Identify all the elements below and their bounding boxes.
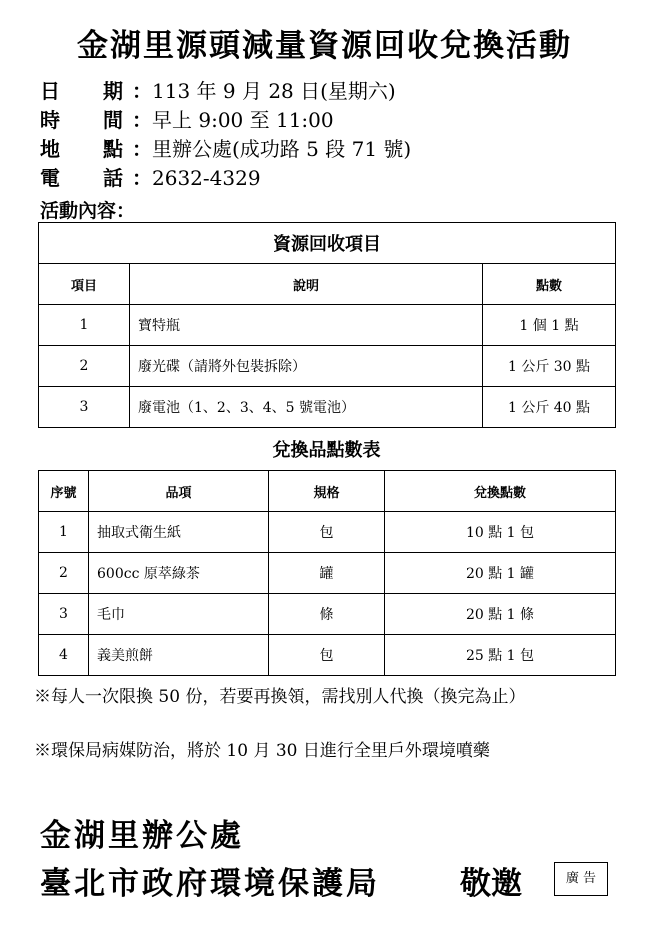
table-row: [39, 553, 616, 594]
date-value: 113 年 9 月 28 日(星期六): [152, 79, 396, 103]
cell-no: 1: [39, 512, 89, 553]
cell-points: 20 點 1 條: [385, 594, 616, 635]
table-row: [39, 594, 616, 635]
cell-no: 2: [39, 346, 130, 387]
phone-value: 2632-4329: [152, 166, 261, 190]
ad-label-box: 廣 告: [554, 862, 608, 896]
table-row: [39, 512, 616, 553]
cell-desc: 寶特瓶: [130, 305, 483, 346]
cell-desc: 廢電池（1、2、3、4、5 號電池）: [130, 387, 483, 428]
time-line: 時 間 ：早上 9:00 至 11:00: [40, 106, 334, 135]
table-header: [39, 264, 616, 305]
table-row: [39, 635, 616, 676]
cell-points: 1 公斤 40 點: [483, 387, 616, 428]
table-row: [39, 387, 616, 428]
header-spec: 規格: [269, 471, 385, 512]
phone-line: 電 話 ：2632-4329: [40, 164, 261, 193]
header-product: 品項: [89, 471, 269, 512]
cell-spec: 罐: [269, 553, 385, 594]
cell-spec: 條: [269, 594, 385, 635]
time-value: 早上 9:00 至 11:00: [152, 108, 334, 132]
place-value: 里辦公處(成功路 5 段 71 號): [152, 137, 412, 161]
table-row: [39, 346, 616, 387]
cell-points: 1 公斤 30 點: [483, 346, 616, 387]
cell-points: 20 點 1 罐: [385, 553, 616, 594]
cell-product: 600cc 原萃綠茶: [89, 553, 269, 594]
cell-no: 1: [39, 305, 130, 346]
organizer-epa: 臺北市政府環境保護局: [40, 866, 380, 902]
place-label: 地 點: [40, 137, 124, 161]
cell-no: 2: [39, 553, 89, 594]
cell-product: 義美煎餅: [89, 635, 269, 676]
recycle-section-title: 資源回收項目: [39, 223, 616, 264]
date-label: 日 期: [40, 79, 124, 103]
exchange-section-title: 兌換品點數表: [272, 440, 381, 461]
cell-product: 毛巾: [89, 594, 269, 635]
cell-no: 3: [39, 594, 89, 635]
cell-no: 3: [39, 387, 130, 428]
cell-points: 10 點 1 包: [385, 512, 616, 553]
cell-spec: 包: [269, 512, 385, 553]
note-exchange-limit: ※每人一次限換 50 份，若要再換領，需找別人代換（換完為止）: [34, 687, 526, 707]
header-item: 項目: [39, 264, 130, 305]
header-points: 點數: [483, 264, 616, 305]
cell-points: 25 點 1 包: [385, 635, 616, 676]
cell-points: 1 個 1 點: [483, 305, 616, 346]
header-exchange-points: 兌換點數: [385, 471, 616, 512]
phone-label: 電 話: [40, 166, 124, 190]
page-title: 金湖里源頭減量資源回收兌換活動: [77, 28, 572, 64]
header-description: 說明: [130, 264, 483, 305]
content-label: 活動內容：: [40, 200, 136, 222]
time-label: 時 間: [40, 108, 124, 132]
cell-desc: 廢光碟（請將外包裝拆除）: [130, 346, 483, 387]
place-line: 地 點 ：里辦公處(成功路 5 段 71 號): [40, 135, 411, 164]
table-header: [39, 471, 616, 512]
respect-signoff: 敬邀: [460, 866, 522, 902]
recycle-table: [38, 222, 616, 428]
organizer-village-office: 金湖里辦公處: [40, 818, 244, 854]
cell-product: 抽取式衛生紙: [89, 512, 269, 553]
cell-spec: 包: [269, 635, 385, 676]
date-line: 日 期 ：113 年 9 月 28 日(星期六): [40, 77, 396, 106]
note-spraying: ※環保局病媒防治，將於 10 月 30 日進行全里戶外環境噴藥: [34, 741, 490, 761]
header-serial: 序號: [39, 471, 89, 512]
table-row: [39, 305, 616, 346]
cell-no: 4: [39, 635, 89, 676]
exchange-table: [38, 470, 616, 676]
